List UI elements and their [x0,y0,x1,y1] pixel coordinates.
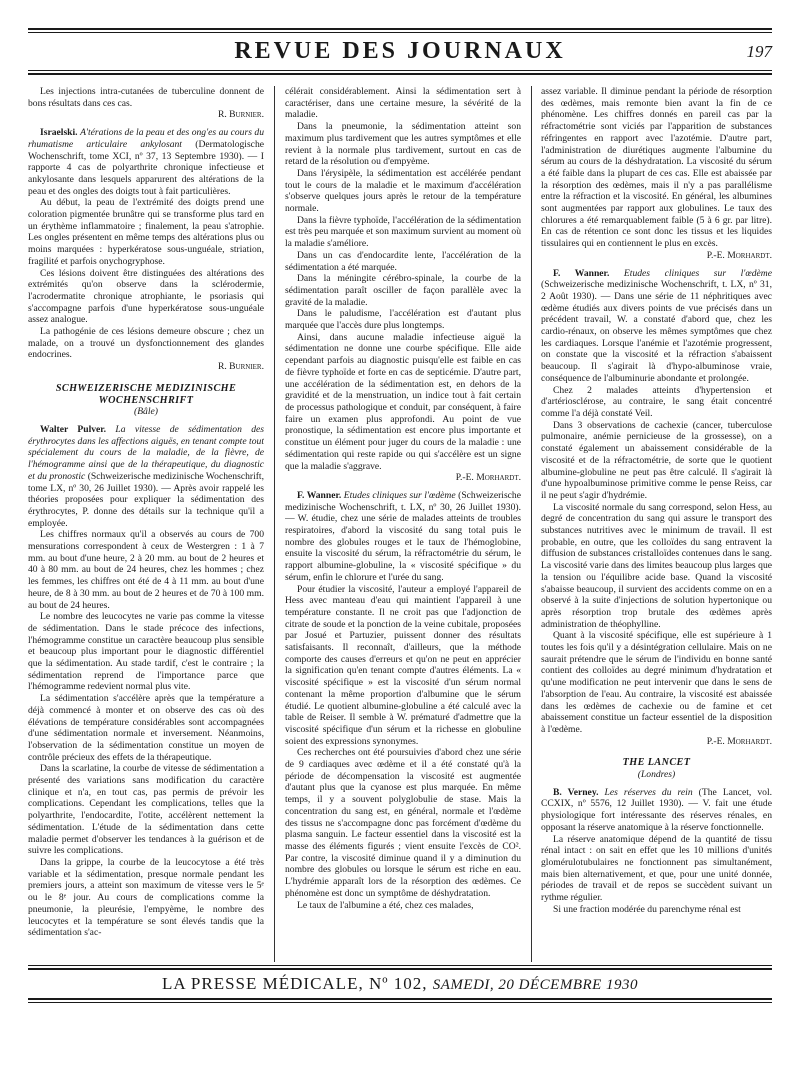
paragraph: assez variable. Il diminue pendant la période de résorption des œdèmes, mais remonte bien avant la fin de ce phénomène. Les chiffres donnés en pareil cas par la réfractométrie sont viciés par l'apparition de substances réfringentes en rapport avec l'azotémie. D'autre part, l'administration de diurétiques augmente l'albumine du sérum au cours de la déshydratation. La viscosité du sérum a été faible dans la plupart de ces cas. Elle est abaissée par la résorption des œdèmes, mais il n'y a pas parallélisme entre la réfraction et la viscosité. En général, les albumines sont augmentées par rapport aux globulines. Le taux des chlorures a été remarquablement faible (5 à 6 gr. par litre). En cas de rétention ce sont donc les tissus et les liquides tissulaires qui en contiennent le plus en excès. [541,86,772,250]
signature: P.-E. Morhardt. [706,735,772,747]
paragraph: Ainsi, dans aucune maladie infectieuse aiguë la sédimentation ne donne une courbe spécifique. Elle aide cependant parfois au diagnostic puisqu'elle est faible en cas de fièvre typhoïde et forte en cas de septicémie. D'autre part, une accélération de la sédimentation est, en dehors de la gravidité et de la menstruation, un indice tout à fait certain de processus pathologique et conduit, par conséquent, à faire faire un examen plus approfondi. Au point de vue pronostique, la sédimentation est encore plus importante et constitue un élément pour juger du cours de la maladie : une sédimentation qui reste rapide ou qui s'accélère est un signe que la maladie s'aggrave. [285,331,521,472]
paragraph: Quant à la viscosité spécifique, elle est supérieure à 1 toutes les fois qu'il y a désintégration cellulaire. Mais on ne saurait prétendre que le sérum de l'individu en bonne santé contient des colloïdes au degré minimum d'hydratation et qu'une modification ne peut intervenir que dans le sens de l'absorption de l'eau. Au contraire, la viscosité est abaissée dans les œdèmes de cachexie ou de famine et cet abaissement constitue un facteur essentiel de la disposition à l'œdème. [541,630,772,735]
article-author: Israelski. [40,127,78,139]
header-rule-bottom [28,70,772,71]
article-reference: (The Lancet, vol. CCXIX, nº 5576, 12 Juillet 1930). — V. fait une étude physiologique fort intéressante des réserves rénales, en opposant la réserve anatomique à la réserve fonctionnelle. [541,786,772,833]
column-right [541,86,772,961]
paragraph: Dans la scarlatine, la courbe de vitesse de sédimentation a présenté des variations sans modification du caractère clinique et n'a, en tout cas, pas permis de prévoir les complications. Cependant les complications, telles que la polyarthrite, l'endocardite, l'otite, accélèrent nettement la sédimentation. L'étude de la sédimentation dans cette maladie permet d'observer les tendances à la guérison et de suivre les complications. [28,763,264,857]
article-entry [541,787,772,834]
footer-rule-bottom [28,998,772,1000]
paragraph: Le nombre des leucocytes ne varie pas comme la vitesse de sédimentation. Dans le stade précoce des infections, l'hémogramme constitue un caractère beaucoup plus sensible et beaucoup plus important pour le diagnostic différentiel que la sédimentation. Au stade tardif, c'est le contraire ; la sédimentation reprend de l'importance parce que l'hémogramme redevient normal plus vite. [28,611,264,693]
article-reference: (Schweizerische medizinische Wochenschrift, tome LX, nº 30, 26 Juillet 1930). — Après avoir rappelé les théories proposées pour expliquer la sédimentation des érythrocytes, P. donne des détails sur la technique qu'il a employée. [28,470,264,529]
paragraph: Le taux de l'albumine a été, chez ces malades, [297,899,474,911]
paragraph: Dans la pneumonie, la sédimentation atteint son maximum plus tardivement que les autres symptômes et elle revient à la normale plus tardivement, surtout en cas de retard de la résolution ou d'empyème. [285,121,521,168]
paragraph: Dans le paludisme, l'accélération est d'autant plus marquée que l'accès dure plus longtemps. [285,308,521,332]
article-author: Walter Pulver. [40,423,107,435]
paragraph: Si une fraction modérée du parenchyme rénal est [553,903,741,915]
paragraph: Les chiffres normaux qu'il a observés au cours de 700 mensurations correspondent à ceux de Westergren : 1 à 7 mm. au bout d'une heure, 2 à 20 mm. au bout de 2 heures et 40 à 80 mm. au bout de 24 heures, chez les hommes ; chez les femmes, les chiffres ont été de 4 à 11 mm. au bout d'une heure, de 8 à 30 mm. au bout de 2 heures et de 70 à 100 mm. au bout de 24 heures. [28,529,264,611]
paragraph: Ces lésions doivent être distinguées des altérations des extrémités qu'on observe dans la sclérodermie, l'acrodermatite chronique atrophiante, le psoriasis qui s'accompagne parfois d'une hyperkératose sous-unguéale assez analogue. [28,267,264,326]
paragraph: La pathogénie de ces lésions demeure obscure ; chez un malade, on a trouvé un dysfonctionnement des glandes endocrines. [28,326,264,361]
paragraph: Pour étudier la viscosité, l'auteur a employé l'appareil de Hess avec manteau d'eau qui maintient l'appareil à une température constante. Il ne croit pas que l'adjonction de citrate de soude et la ponction de la veine cubitale, proposées par Josué et Partuzier, puissent donner des résultats satisfaisants. Il reconnaît, d'ailleurs, que la méthode comporte des causes d'erreurs et qu'on ne peut en apprécier la signification qu'en tenant compte d'autres éléments. La « viscosité spécifique » est la viscosité d'un sérum normal contenant la même proportion d'albumine que le sérum étudié. Le quotient albumine-globuline a été calculé avec la table de Reiser. Il semble à W. prématuré d'admettre que la viscosité spécifique d'un sérum et la richesse en globuline soient des expressions synonymes. [285,583,521,747]
paragraph: célérait considérablement. Ainsi la sédimentation sert à caractériser, dans une certaine mesure, la sévérité de la maladie. [285,86,521,121]
paragraph: Dans 3 observations de cachexie (cancer, tuberculose pulmonaire, anémie pernicieuse de la grossesse), on a constaté également un abaissement considérable de la viscosité et de la réfractométrie, de sorte que le quotient albumine-globuline ne peut pas être calculé. Il s'agirait là d'une hypoalbuminose primitive comme le pense Reiss, car il ne peut s'agir d'hydrémie. [541,419,772,501]
signature: R. Burnier. [217,361,264,373]
footer-rule-top [28,965,772,966]
journal-section-title: SCHWEIZERISCHE MEDIZINISCHE WOCHENSCHRIFT [55,382,237,406]
column-left [28,86,264,961]
article-author: F. Wanner. [553,267,610,279]
article-author: F. Wanner. [297,489,342,501]
journal-section-city: (Bâle) [134,406,158,418]
footer-issue-date: SAMEDI, 20 DÉCEMBRE 1930 [432,977,639,993]
paragraph: La sédimentation s'accélère après que la température a déjà commencé à monter et on observe des cas où des élévations de température considérables sont accompagnées d'une sédimentation normale et inversement. Néanmoins, l'observation de la sédimentation constitue un moyen de contrôle précieux des effets de la thérapeutique. [28,693,264,763]
footer-rule-top-thick [28,968,772,970]
paragraph: La viscosité normale du sang correspond, selon Hess, au degré de concentration du sang qui assure le transport des substances nutritives avec le minimum de travail. Il est probable, en outre, que les colloïdes du sang entravent la diffusion de substances cristalloïdes contenues dans le sang. La viscosité varie dans des limites beaucoup plus larges que la tension ou l'équilibre acide base. Quand la viscosité s'abaisse beaucoup, il survient des accidents comme on en a observé à la suite d'injections de solution hypertonique ou après résorption trop brutale des œdèmes après administration de théophylline. [541,501,772,630]
paragraph: Dans la grippe, la courbe de la leucocytose a été très variable et la sédimentation, presque normale pendant les premiers jours, a atteint son maximum de vitesse vers le 5ᵉ ou le 8ᵉ jour. Au cours de complications comme la pneumonie, la pleurésie, l'empyème, le nombre des leucocytes et la température se sont élevés tandis que la sédimentation s'ac- [28,857,264,939]
article-reference: (Schweizerische medizinische Wochenschrift, t. LX, nº 30, 26 Juillet 1930). — W. étudie, chez une série de malades atteints de troubles respiratoires, d'abord la viscosité du sang total puis le nombre des globules rouges et le taux de l'hémoglobine, ensuite la viscosité du sérum, la réfractométrie du sérum, le rapport albumine-globuline, la « viscosité spécifique » du sérum, enfin le chlorure et l'urée du sang. [285,489,521,583]
page-footer [28,974,772,994]
running-title: REVUE DES JOURNAUX [234,38,566,64]
paragraph: Chez 2 malades atteints d'hypertension et d'artériosclérose, au contraire, le sang était concentré comme l'a déjà constaté Veil. [541,384,772,419]
paragraph: Ces recherches ont été poursuivies d'abord chez une série de 9 cardiaques avec œdème et il a été constaté qu'à la période de décompensation la viscosité est augmentée d'autant plus que la cyanose est plus marquée. En même temps, il y a souvent polyglobulie de stase. Mais la concentration du sang est, en général, normale et l'œdème des tissus ne s'accompagne donc pas forcément d'œdème du plasma sanguin. Le facteur essentiel dans la viscosité est la masse des éléments figurés ; vient ensuite l'excès de CO². Par contre, la viscosité diminue quand il y a diminution du nombre des globules ou lorsque le sérum est riche en eau. L'hydrémie apparaît lors de la résorption des œdèmes. Ce phénomène est donc un symptôme de déshydratation. [285,747,521,899]
article-reference: (Schweizerische medizinische Wochenschrift, t. LX, nº 31, 2 Août 1930). — Dans une série de 11 néphritiques avec œdème étudiés aux divers points de vue précisés dans un précédent travail, W. a constaté d'abord que, chez les cardio-rénaux, on observe les mêmes symptômes que chez les cardiaques. Lorsque l'anémie et l'azotémie progressent, on constate que la viscosité et la réfraction s'abaissent beaucoup. Il s'agirait là d'hypo-albuminose vraie, conséquence de l'albuminurie abondante et prolongée. [541,279,772,384]
paragraph: Dans la fièvre typhoïde, l'accélération de la sédimentation est très peu marquée et son maximum survient au moment où la maladie s'améliore. [285,214,521,250]
signature: P.-E. Morhardt. [706,249,772,261]
paragraph: Au début, la peau de l'extrémité des doigts prend une coloration pigmentée brunâtre qui se transforme plus tard en un érythème inflammatoire ; finalement, la peau s'atrophie. Les ongles présentent en même temps des altérations plus ou moins marquées : hyperkératose sous-unguéale, striation, fragilité et parfois onychogryphose. [28,197,264,267]
article-title: La vitesse de sédimentation des érythrocytes dans les affections aiguës, en tenant compte tout spécialement du cours de la maladie, de la fièvre, de l'hémogramme ainsi que de la thérapeutique, du diagnostic et du pronostic [28,423,264,482]
article-author: B. Verney. [553,786,599,798]
article-title: Les réserves du rein [604,786,693,798]
header-rule-top-thin [28,32,772,33]
article-entry [28,127,264,197]
signature: R. Burnier. [217,109,264,121]
paragraph: Dans l'érysipèle, la sédimentation est accélérée pendant tout le cours de la maladie et le maximum d'accélération s'observe quelques jours après le retour de la température normale. [285,167,521,215]
signature: P.-E. Morhardt. [455,472,521,484]
column-divider-2 [531,86,532,962]
article-reference: (Dermatologische Wochenschrift, tome XCI, nº 37, 13 Septembre 1930). — I rapporte 4 cas de polyarthrite chronique infectieuse et ankylosante dans lesquels apparurent des altérations de la peau et des ongles des doigts tout à fait particulières. [28,138,264,197]
journal-section-title: THE LANCET [622,757,691,769]
article-entry [541,268,772,385]
header-rule-top [28,28,772,30]
article-title: Etudes cliniques sur l'œdème [343,489,456,501]
header-rule-bottom-thick [28,73,772,75]
article-entry [28,424,264,529]
article-title: Etudes cliniques sur l'œdème [623,267,772,279]
paragraph: Dans un cas d'endocardite lente, l'accélération de la sédimentation a été marquée. [285,249,521,273]
paragraph: La réserve anatomique dépend de la quantité de tissu rénal intact : on sait en effet que les 10 millions d'unités glomérulotubulaires ne fonctionnent pas simultanément, mais bien alternativement, et que, pour une unité donnée, périodes de travail et de repos se succèdent suivant un rythme régulier. [541,833,772,904]
page-number: 197 [746,42,772,61]
article-title: A'térations de la peau et des ong'es au cours du rhumatisme articulaire ankylosant [28,127,264,150]
footer-journal: LA PRESSE MÉDICALE, Nº 102, [161,974,428,993]
paragraph: Dans la méningite cérébro-spinale, la courbe de la sédimentation paraît osciller de façon parallèle avec la gravité de la maladie. [285,273,521,308]
column-divider-1 [274,86,275,962]
journal-section-city: (Londres) [637,769,676,781]
paragraph: Les injections intra-cutanées de tuberculine donnent de bons résultats dans ces cas. [28,86,264,109]
footer-rule-bottom-thin [28,1002,772,1003]
column-middle [285,86,521,961]
article-entry [285,490,521,584]
